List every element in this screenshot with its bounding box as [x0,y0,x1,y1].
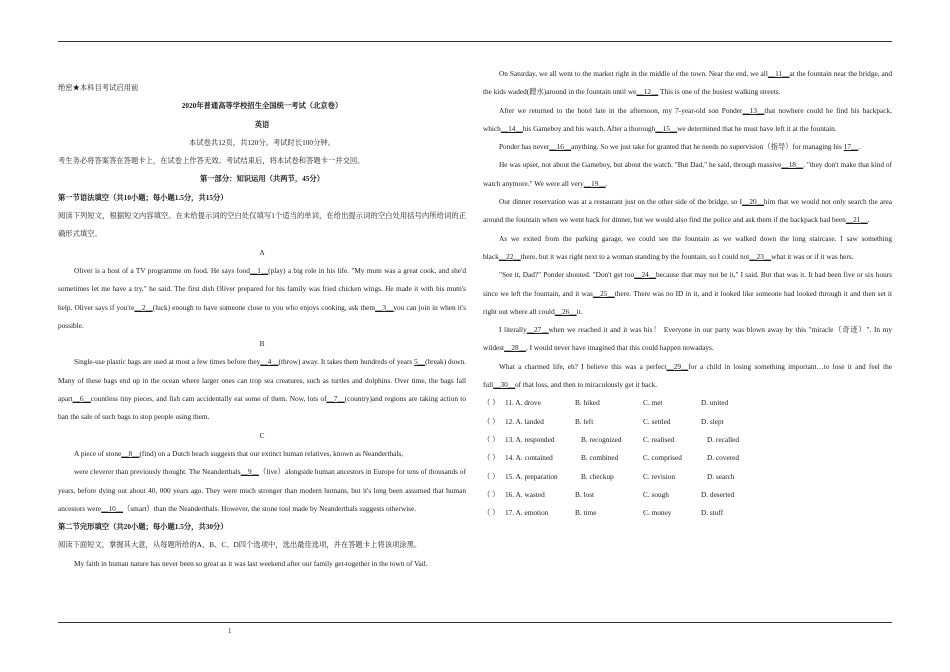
option-row-16: （ ） 16. A. wasted B. lost C. sough D. deserted [483,486,892,504]
answer-paren[interactable]: （ ） [483,489,500,499]
blank-19: __19__ [583,178,606,188]
blank-11: __11__ [767,69,790,78]
section2-instructions: 阅读下面短文，掌握其大意，从每题所给的A、B、C、D四个选项中，选出最佳选项，并在答题卡上将该项涂黑。 [58,540,422,550]
blank-22: __22__ [498,251,521,261]
passage-a: Oliver is a host of a TV programme on food. He says food__1__(play) a big role in his life. "My mum was a great cook, and she'd sometimes let me have a try," he said. The first dish Oliver prepared for his family was fried chicken wings. He made it with his mum's help. Oliver says if you're__2__(luck) enough to have someone close to you who enjoys cooking, ask them__3__you can join in when it's possible. [58,265,466,330]
blank-12: __12__ [636,87,659,97]
section1-instructions: 阅读下列短文，根据短文内容填空。在未给提示词的空白处仅填写1个适当的单词，在给出提示词的空白处用括号内所给词的正确形式填空。 [58,211,466,239]
blank-7: __7__ [326,394,345,404]
blank-20: __20__ [742,197,764,207]
answer-paren[interactable]: （ ） [483,471,500,481]
passage-b: Single-use plastic bags are used at most a few times before they__4__(throw) away. It takes them hundreds of years 5__(break) down. Many of these bags end up in the ocean where larger ones can trop sea creatures, such as turtles and dolphins. Over time, the bags fall apart__6__countless tiny pieces, and fish cam accidentally eat some of them. Now, lots of__7__(country)and regions are taking action to ban the sale of such bags to stop people using them. [58,357,466,422]
blank-29: __29__ [666,361,689,371]
blank-9: __9__ [240,467,259,477]
answer-paren[interactable]: （ ） [483,416,500,426]
cloze-para-6: As we exited from the parking garage, we could see the fountain as we walked down the long staircase. I saw something black__22__there, but it was right next to a woman standing by the fountain, so I could not__23__what it was or if it was hers. [483,233,892,261]
answer-paren[interactable]: （ ） [483,434,500,444]
answer-paren[interactable]: （ ） [483,508,500,518]
cloze-para-3: Ponder has never__16__anything. So we just take for granted that he needs no supervision（指导）for managing his 17__. [499,142,861,152]
blank-3: __3__ [375,302,394,312]
exam-intro: 本试卷共12页，共120分。考试时长100分钟。 [189,137,335,147]
blank-30: __30__ [493,380,516,390]
section1-title: 第一节语法填空（共10小题；每小题1.5分，共15分） [58,192,228,202]
blank-21: __21__ [845,215,868,225]
answer-paren[interactable]: （ ） [483,398,500,408]
part1-title: 第一部分：知识运用（共两节，45分） [199,174,325,184]
passage-c-label: C [259,430,265,440]
header-rule [58,41,892,42]
option-row-17: （ ） 17. A. emotion B. time C. money D. stuff [483,504,892,522]
blank-15: __15__ [655,123,678,133]
option-row-12: （ ） 12. A. landed B. left C. settled D. slept [483,413,892,431]
cloze-passage-start: My faith in human nature has never been so great as it was last weekend after our family get-together in the town of Vail. [74,558,428,568]
cloze-para-2: After we returned to the hotel late in the afternoon, my 7-year-old son Ponder__13__that nowhere could he find his backpack, which__14__his Gameboy and his watch. After a thorough__15__we determined that he must have left it at the fountain. [483,105,892,133]
blank-16: __16__ [549,142,572,152]
option-row-11: （ ） 11. A. drove B. hiked C. met D. united [483,394,892,412]
page-number: 1 [228,627,232,635]
passage-a-label: A [259,247,265,257]
cloze-para-4: He was upset, not about the Gameboy, but about the watch. "But Dad," he said, through massive__18__. "they don't make that kind of watch anymore." We were all very__19__. [483,160,892,188]
cloze-para-9: What a charmed life, eh? I believe this was a perfect__29__for a child in losing something important…to lose it and feel the full__30__of that loss, and then to miraculously get it back. [483,361,893,390]
blank-26: __26__ [554,306,577,316]
blank-28: __28__ [504,343,526,353]
blank-6: __6__ [72,394,91,404]
option-row-13: （ ） 13. A. responded B. recognized C. realised D. recalled [483,431,892,449]
blank-5: 5__ [414,357,426,367]
option-row-14: （ ） 14. A. contained B. combined C. comprised D. covered [483,449,892,467]
cloze-para-5: Our dinner reservation was at a restaurant just on the other side of the bridge, so I__20__him that we would not only search the area around the fountain when we went back for dinner, but we would also find the police and ask them if the backpack had been__21__. [483,197,892,225]
blank-17: 17__ [843,142,859,152]
blank-10: __10__ [101,503,124,513]
answer-paren[interactable]: （ ） [483,453,500,463]
left-column [58,79,466,573]
blank-4: __4__ [260,357,279,367]
options-list [483,394,892,522]
footer-rule [58,622,892,623]
blank-27: __27__ [526,325,549,335]
blank-25: __25__ [592,288,615,298]
blank-18: __18__ [781,160,804,170]
blank-8: __8__ [121,448,140,458]
passage-c-line1: A piece of stone__8__(find) on a Dutch beach suggests that our extinct human relatives, known as Neanderthals, [74,448,404,458]
exam-title: 2020年普通高等学校招生全国统一考试（北京卷） [181,101,343,111]
right-column [483,65,892,522]
option-row-15: （ ） 15. A. preparation B. checkup C. revision D. search [483,468,892,486]
passage-b-label: B [259,339,265,349]
blank-2: __2__ [134,302,153,312]
confidential-label: 绝密★本科目考试启用前 [58,83,139,92]
blank-23: __23__ [749,251,772,261]
blank-1: __1__ [249,265,269,275]
cloze-para-1: On Saturday, we all went to the market right in the middle of the town. Near the end, we all__11__at the fountain near the bridge, and the kids waded(蹚水)around in the fountain until we__12__ This is one of the busiest walking streets. [483,69,892,97]
blank-13: __13__ [742,105,765,115]
blank-24: __24__ [634,270,657,280]
subject-title: 英语 [254,119,270,129]
exam-notice: 考生务必将答案答在答题卡上，在试卷上作答无效。考试结束后，将本试卷和答题卡一并交回。 [58,156,365,166]
cloze-para-8: I literally__27__when we reached it and it was his！ Everyone in our party was blown away by this "miracle（奇迹）". In my wildest__28__, I would never have imagined that this could happen nowadays. [483,325,892,353]
section2-title: 第二节完形填空（共20小题；每小题1.5分，共30分） [58,522,228,532]
blank-14: __14__ [500,123,523,133]
passage-c: were cleverer than previously thought. The Neanderthals__9__（live）alongside human ancestors in Europe for tens of thousands of years, before dying out about 40, 000 years ago. They were much stronger than modern humans, but it's long been assumed that human ancestors were__10__（smart）than the Neanderthals. However, the stone tool made by Neanderthals suggests otherwise. [58,467,466,513]
cloze-para-7: "See it, Dad?" Ponder shouted. "Don't get too__24__because that may not be it," I said. But that was it. It had been five or six hours since we left the fountain, and it was__25__there. There was no ID in it, and it looked like someone had looked through it and then set it right out where all could__26__it. [483,270,893,316]
